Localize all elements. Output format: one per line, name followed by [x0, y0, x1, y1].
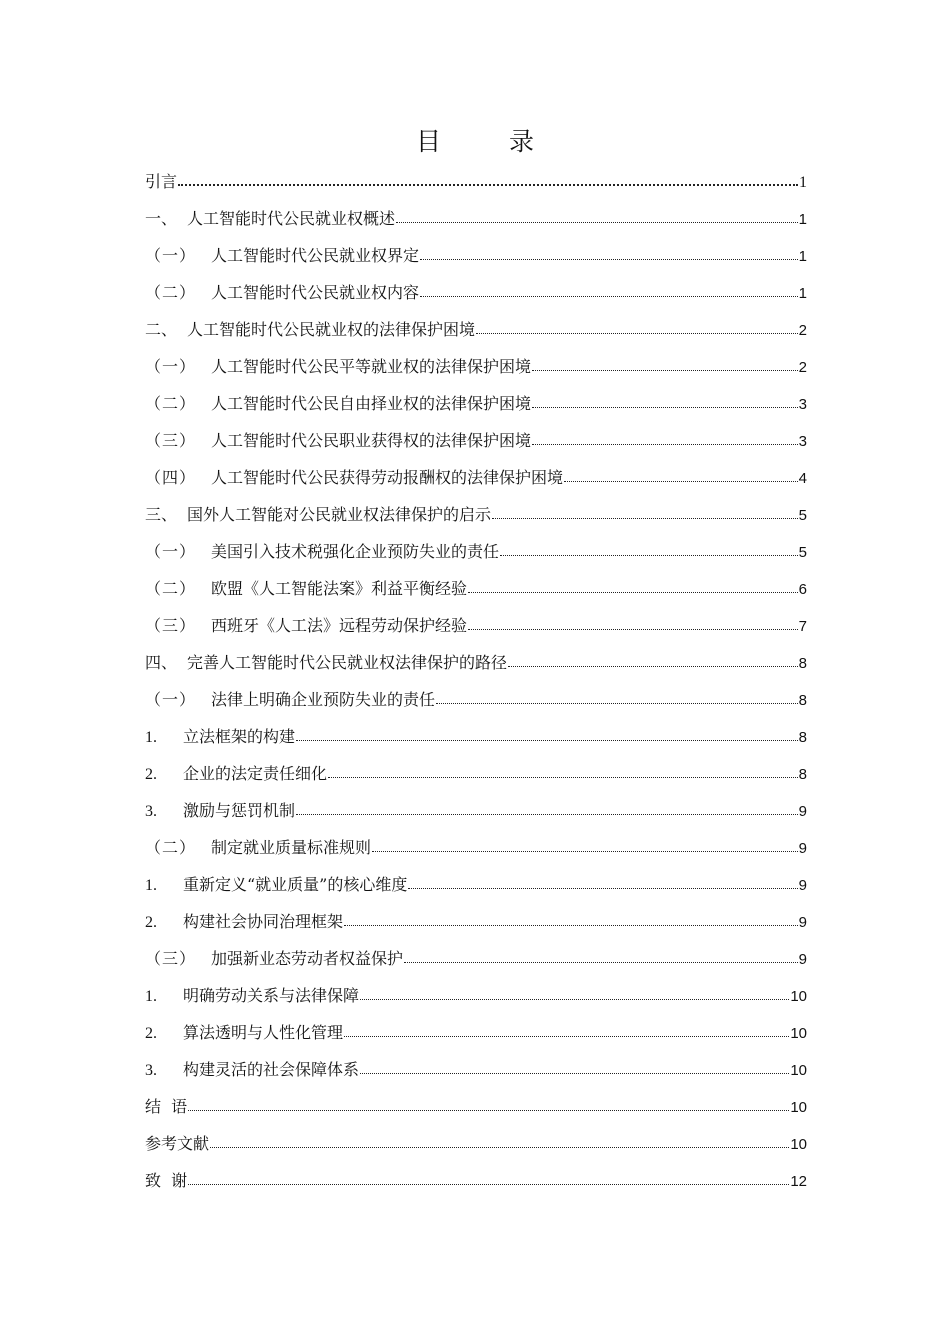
- toc-entry-section-2-1[interactable]: [145, 348, 807, 385]
- toc-entry-section-4-3[interactable]: [145, 940, 807, 977]
- toc-entry-page: 8: [798, 655, 807, 672]
- toc-entry-number: 1.: [145, 729, 157, 746]
- toc-entry-page: 3: [798, 396, 807, 413]
- toc-entry-text: 激励与惩罚机制: [183, 801, 296, 820]
- toc-entry-number: （三）: [145, 949, 197, 968]
- toc-entry-number: 1.: [145, 877, 157, 894]
- toc-entry-number: 二、: [145, 320, 178, 339]
- toc-entry-page: 8: [798, 692, 807, 709]
- dot-leader: [532, 356, 798, 372]
- toc-entry-page: 10: [790, 1136, 807, 1153]
- dot-leader: [420, 245, 798, 261]
- toc-entry-number: （一）: [145, 690, 197, 709]
- toc-entry-text: 加强新业态劳动者权益保护: [211, 949, 404, 968]
- toc-entry-section-4-1-3[interactable]: [145, 792, 807, 829]
- dot-leader: [532, 430, 798, 446]
- toc-entry-text: 人工智能时代公民平等就业权的法律保护困境: [211, 357, 532, 376]
- dot-leader: [468, 615, 798, 631]
- toc-entry-section-4-3-3[interactable]: [145, 1051, 807, 1088]
- toc-entry-section-4-2-1[interactable]: [145, 866, 807, 903]
- dot-leader: [344, 1022, 789, 1038]
- dot-leader: [492, 504, 798, 520]
- toc-entry-page: 4: [798, 470, 807, 487]
- toc-entry-page: 8: [798, 729, 807, 746]
- toc-entry-references[interactable]: [145, 1125, 807, 1162]
- toc-entry-section-2[interactable]: [145, 311, 807, 348]
- toc-entry-section-4-1[interactable]: [145, 681, 807, 718]
- toc-entry-number: 一、: [145, 209, 178, 228]
- dot-leader: [476, 319, 798, 335]
- toc-entry-text: 引言: [145, 172, 178, 191]
- toc-entry-page: 1: [798, 248, 807, 265]
- toc-entry-number: （四）: [145, 468, 197, 487]
- dot-leader: [408, 874, 797, 890]
- toc-entry-text: 完善人工智能时代公民就业权法律保护的路径: [187, 653, 508, 672]
- toc-entry-conclusion[interactable]: [145, 1088, 807, 1125]
- toc-entry-section-2-4[interactable]: [145, 459, 807, 496]
- dot-leader: [296, 800, 798, 816]
- toc-entry-number: （一）: [145, 357, 197, 376]
- toc-entry-acknowledgements[interactable]: [145, 1162, 807, 1199]
- toc-entry-page: 5: [798, 544, 807, 561]
- toc-entry-text: 美国引入技术税强化企业预防失业的责任: [211, 542, 500, 561]
- toc-entry-page: 1: [799, 174, 807, 191]
- toc-entry-section-1[interactable]: [145, 200, 807, 237]
- toc-entry-page: 12: [790, 1173, 807, 1190]
- dot-leader: [372, 837, 798, 853]
- dot-leader: [178, 171, 798, 187]
- toc-entry-page: 9: [798, 840, 807, 857]
- dot-leader: [188, 1170, 789, 1186]
- dot-leader: [396, 208, 798, 224]
- toc-entry-number: （二）: [145, 283, 197, 302]
- toc-entry-text: 立法框架的构建: [183, 727, 296, 746]
- dot-leader: [404, 948, 798, 964]
- toc-entry-page: 9: [798, 914, 807, 931]
- toc-entry-page: 5: [798, 507, 807, 524]
- toc-entry-number: 3.: [145, 803, 157, 820]
- toc-entry-section-3-3[interactable]: [145, 607, 807, 644]
- toc-entry-text: 算法透明与人性化管理: [183, 1023, 344, 1042]
- toc-entry-text: 法律上明确企业预防失业的责任: [211, 690, 436, 709]
- toc-entry-section-3-2[interactable]: [145, 570, 807, 607]
- toc-entry-page: 10: [790, 988, 807, 1005]
- toc-entry-number: （二）: [145, 838, 197, 857]
- dot-leader: [436, 689, 798, 705]
- toc-entry-text: 人工智能时代公民自由择业权的法律保护困境: [211, 394, 532, 413]
- toc-entry-section-3-1[interactable]: [145, 533, 807, 570]
- dot-leader: [468, 578, 798, 594]
- toc-entry-text: 西班牙《人工法》远程劳动保护经验: [211, 616, 468, 635]
- toc-entry-page: 1: [798, 211, 807, 228]
- dot-leader: [296, 726, 798, 742]
- dot-leader: [564, 467, 798, 483]
- toc-entry-text: 人工智能时代公民就业权内容: [211, 283, 420, 302]
- dot-leader: [360, 985, 789, 1001]
- toc-entry-text: 国外人工智能对公民就业权法律保护的启示: [187, 505, 492, 524]
- toc-entry-number: 1.: [145, 988, 157, 1005]
- toc-entry-intro[interactable]: [145, 163, 807, 200]
- dot-leader: [532, 393, 798, 409]
- toc-entry-number: （一）: [145, 246, 197, 265]
- dot-leader: [500, 541, 798, 557]
- toc-entry-text: 人工智能时代公民获得劳动报酬权的法律保护困境: [211, 468, 564, 487]
- toc-entry-text: 结 语: [145, 1097, 188, 1116]
- toc-entry-section-4[interactable]: [145, 644, 807, 681]
- dot-leader: [360, 1059, 789, 1075]
- dot-leader: [508, 652, 798, 668]
- toc-entry-text: 人工智能时代公民就业权的法律保护困境: [187, 320, 476, 339]
- toc-entry-number: 2.: [145, 914, 157, 931]
- toc-entry-section-4-3-2[interactable]: [145, 1014, 807, 1051]
- toc-entry-section-3[interactable]: [145, 496, 807, 533]
- toc-entry-page: 3: [798, 433, 807, 450]
- toc-entry-section-2-3[interactable]: [145, 422, 807, 459]
- toc-entry-number: （二）: [145, 394, 197, 413]
- table-of-contents: [145, 163, 807, 1199]
- toc-entry-text: 企业的法定责任细化: [183, 764, 328, 783]
- toc-entry-section-4-2[interactable]: [145, 829, 807, 866]
- toc-entry-text: 欧盟《人工智能法案》利益平衡经验: [211, 579, 468, 598]
- toc-entry-text: 人工智能时代公民就业权界定: [211, 246, 420, 265]
- toc-entry-text: 重新定义“就业质量”的核心维度: [183, 875, 408, 894]
- toc-entry-page: 9: [798, 877, 807, 894]
- toc-entry-number: 2.: [145, 1025, 157, 1042]
- toc-entry-page: 9: [798, 803, 807, 820]
- toc-entry-page: 10: [790, 1025, 807, 1042]
- toc-entry-page: 9: [798, 951, 807, 968]
- toc-entry-section-1-1[interactable]: [145, 237, 807, 274]
- toc-entry-page: 10: [790, 1099, 807, 1116]
- toc-entry-text: 人工智能时代公民就业权概述: [187, 209, 396, 228]
- toc-entry-page: 2: [798, 322, 807, 339]
- toc-entry-number: 2.: [145, 766, 157, 783]
- toc-entry-number: 三、: [145, 505, 178, 524]
- toc-entry-page: 7: [798, 618, 807, 635]
- toc-entry-section-2-2[interactable]: [145, 385, 807, 422]
- toc-entry-section-1-2[interactable]: [145, 274, 807, 311]
- dot-leader: [420, 282, 798, 298]
- toc-entry-page: 1: [798, 285, 807, 302]
- toc-entry-page: 8: [798, 766, 807, 783]
- toc-entry-section-4-1-2[interactable]: [145, 755, 807, 792]
- toc-entry-number: （三）: [145, 431, 197, 450]
- toc-entry-page: 6: [798, 581, 807, 598]
- toc-entry-number: 四、: [145, 653, 178, 672]
- toc-entry-text: 明确劳动关系与法律保障: [183, 986, 360, 1005]
- toc-entry-number: （二）: [145, 579, 197, 598]
- toc-entry-text: 构建社会协同治理框架: [183, 912, 344, 931]
- toc-entry-section-4-3-1[interactable]: [145, 977, 807, 1014]
- toc-entry-section-4-1-1[interactable]: [145, 718, 807, 755]
- toc-entry-number: （三）: [145, 616, 197, 635]
- toc-entry-text: 制定就业质量标准规则: [211, 838, 372, 857]
- dot-leader: [188, 1096, 789, 1112]
- toc-entry-text: 人工智能时代公民职业获得权的法律保护困境: [211, 431, 532, 450]
- toc-entry-section-4-2-2[interactable]: [145, 903, 807, 940]
- toc-entry-text: 参考文献: [145, 1134, 210, 1153]
- toc-entry-page: 2: [798, 359, 807, 376]
- dot-leader: [344, 911, 798, 927]
- toc-entry-text: 构建灵活的社会保障体系: [183, 1060, 360, 1079]
- toc-entry-page: 10: [790, 1062, 807, 1079]
- toc-entry-text: 致 谢: [145, 1171, 188, 1190]
- dot-leader: [328, 763, 798, 779]
- toc-entry-number: （一）: [145, 542, 197, 561]
- dot-leader: [210, 1133, 789, 1149]
- toc-title: 目 录: [416, 127, 564, 156]
- toc-entry-number: 3.: [145, 1062, 157, 1079]
